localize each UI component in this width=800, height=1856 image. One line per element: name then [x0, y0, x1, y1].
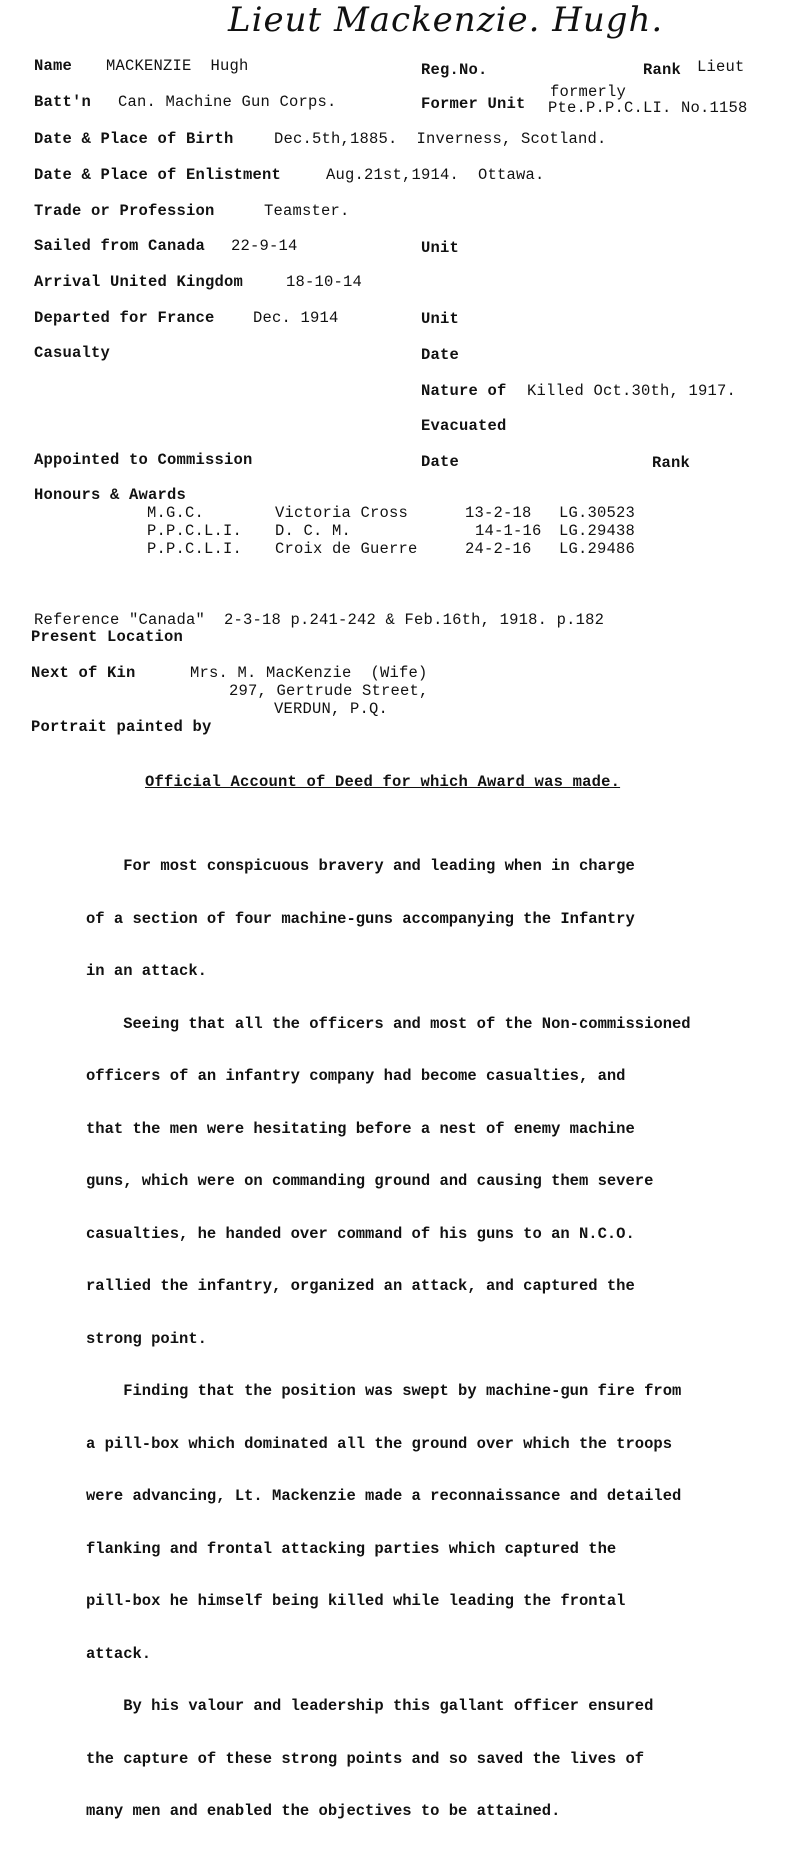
sailed-label: Sailed from Canada [34, 237, 206, 255]
reference-line: Reference "Canada" 2-3-18 p.241-242 & Feb.16th, 1918. p.182 [34, 611, 605, 629]
honour-gazette: LG.29486 [559, 540, 636, 558]
former-unit-label: Former Unit [421, 95, 526, 113]
account-line: of a section of four machine-guns accompanying the Infantry [86, 909, 635, 928]
sailed-value: 22-9-14 [231, 237, 298, 255]
present-location-label: Present Location [31, 628, 184, 646]
trade-value: Teamster. [264, 202, 350, 220]
nature-value: Killed Oct.30th, 1917. [527, 382, 737, 400]
enlist-label: Date & Place of Enlistment [34, 166, 282, 184]
name-value: MACKENZIE Hugh [106, 57, 249, 75]
rank-label-2: Rank [652, 454, 691, 472]
account-line: officers of an infantry company had become casualties, and [86, 1067, 626, 1085]
arrival-value: 18-10-14 [286, 273, 363, 291]
next-of-kin-line1: Mrs. M. MacKenzie (Wife) [190, 664, 428, 682]
batt-value: Can. Machine Gun Corps. [118, 93, 337, 111]
birth-label: Date & Place of Birth [34, 130, 234, 148]
account-line: Seeing that all the officers and most of the Non-commissioned [86, 1014, 691, 1033]
unit-label-1: Unit [421, 239, 460, 257]
trade-label: Trade or Profession [34, 202, 215, 220]
batt-label: Batt'n [34, 93, 92, 111]
evacuated-label: Evacuated [421, 417, 507, 435]
enlist-value: Aug.21st,1914. Ottawa. [326, 166, 545, 184]
next-of-kin-line2: 297, Gertrude Street, [229, 682, 429, 700]
honour-gazette: LG.29438 [559, 522, 636, 540]
account-line: guns, which were on commanding ground and causing them severe [86, 1172, 654, 1190]
account-line: For most conspicuous bravery and leading when in charge [86, 857, 635, 875]
honour-date: 13-2-18 [465, 504, 532, 522]
handwritten-signature-header: Lieut Mackenzie. Hugh. [228, 0, 664, 40]
account-body [86, 823, 786, 1856]
departed-label: Departed for France [34, 309, 215, 327]
honour-gazette: LG.30523 [559, 504, 636, 522]
account-line: the capture of these strong points and so saved the lives of [86, 1749, 645, 1768]
name-label: Name [34, 57, 73, 75]
rank-label: Rank [643, 61, 682, 79]
honour-date: 14-1-16 [475, 522, 542, 540]
account-line: casualties, he handed over command of his guns to an N.C.O. [86, 1224, 635, 1243]
former-unit-value-line2: Pte.P.P.C.LI. No.1158 [548, 99, 748, 117]
date-label-1: Date [421, 346, 460, 364]
former-unit-value-line1: formerly [550, 83, 627, 101]
rank-value: Lieut [697, 58, 745, 76]
arrival-label: Arrival United Kingdom [34, 273, 244, 291]
account-line: flanking and frontal attacking parties which captured the [86, 1539, 617, 1558]
honour-unit: P.P.C.L.I. [147, 522, 243, 540]
account-line: a pill-box which dominated all the ground over which the troops [86, 1434, 672, 1453]
honour-date: 24-2-16 [465, 540, 532, 558]
account-line: in an attack. [86, 962, 207, 980]
account-line: that the men were hesitating before a nest of enemy machine [86, 1119, 635, 1138]
honour-award: Victoria Cross [275, 504, 409, 522]
birth-value: Dec.5th,1885. Inverness, Scotland. [274, 130, 607, 148]
regno-label: Reg.No. [421, 61, 488, 79]
honour-award: D. C. M. [275, 522, 352, 540]
account-line: attack. [86, 1644, 152, 1663]
appointed-label: Appointed to Commission [34, 451, 253, 469]
account-line: rallied the infantry, organized an attack, and captured the [86, 1277, 635, 1295]
honour-unit: M.G.C. [147, 504, 205, 522]
account-line: strong point. [86, 1329, 207, 1348]
nature-label: Nature of [421, 382, 507, 400]
account-title: Official Account of Deed for which Award was made. [145, 773, 621, 791]
unit-label-2: Unit [421, 310, 460, 328]
date-label-2: Date [421, 453, 460, 471]
account-line: many men and enabled the objectives to be attained. [86, 1802, 561, 1820]
account-line: By his valour and leadership this gallant officer ensured [86, 1697, 654, 1715]
account-line: were advancing, Lt. Mackenzie made a reconnaissance and detailed [86, 1487, 682, 1505]
honour-award: Croix de Guerre [275, 540, 418, 558]
honour-unit: P.P.C.L.I. [147, 540, 243, 558]
next-of-kin-label: Next of Kin [31, 664, 136, 682]
next-of-kin-line3: VERDUN, P.Q. [274, 700, 389, 718]
honours-label: Honours & Awards [34, 486, 187, 504]
account-line: pill-box he himself being killed while leading the frontal [86, 1592, 626, 1610]
departed-value: Dec. 1914 [253, 309, 339, 327]
account-line: Finding that the position was swept by machine-gun fire from [86, 1382, 682, 1400]
casualty-label: Casualty [34, 344, 111, 362]
portrait-label: Portrait painted by [31, 718, 212, 736]
